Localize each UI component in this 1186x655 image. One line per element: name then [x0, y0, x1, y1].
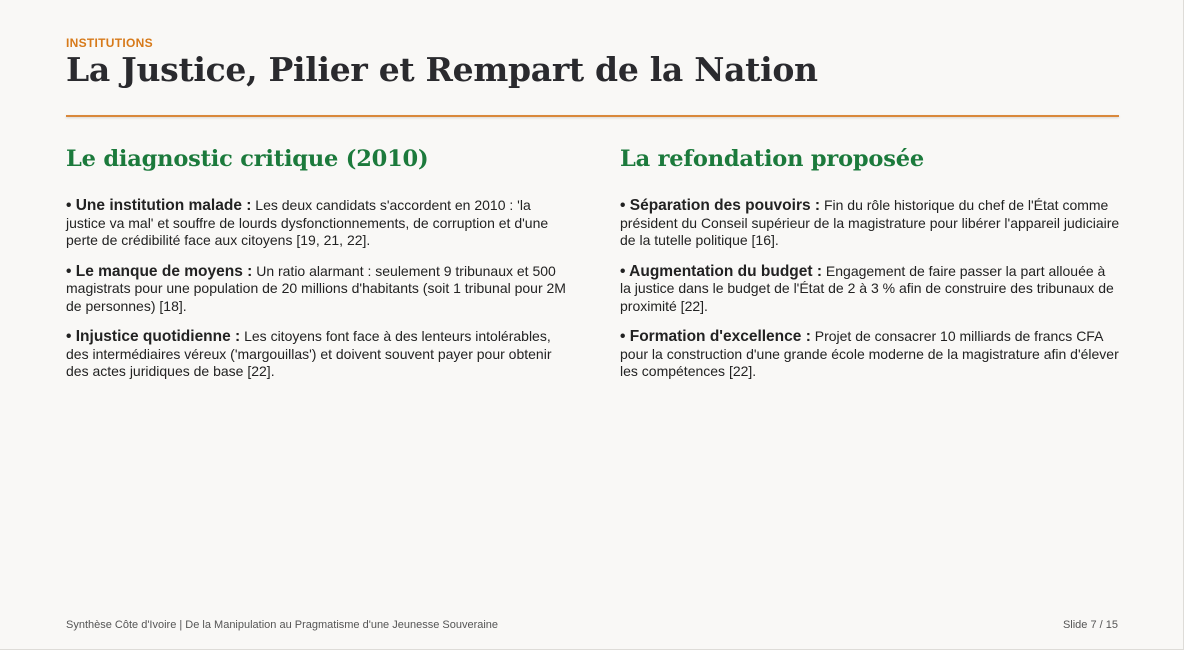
list-item [620, 263, 1120, 316]
item-text: Fin du rôle historique du chef de l'État comme président du Conseil supérieur de la magistrature pour libérer l'appareil judiciaire de la tutelle politique [16]. [620, 197, 1120, 248]
refondation-column [620, 146, 1120, 394]
item-text: Un ratio alarmant : seulement 9 tribunaux et 500 magistrats pour une population de 20 millions d'habitants (soit 1 tribunal pour 2M de personnes) [18]. [66, 262, 566, 314]
diagnostic-heading: Le diagnostic critique (2010) [66, 146, 429, 172]
refondation-heading: La refondation proposée [620, 146, 924, 172]
item-text: Engagement de faire passer la part allouée à la justice dans le budget de l'État de 2 à 3 % afin de construire des tribunaux de proximité [22]. [620, 262, 1114, 314]
item-lead: • Injustice quotidienne : [66, 328, 241, 345]
list-item [66, 328, 566, 381]
section-kicker: INSTITUTIONS [66, 36, 153, 50]
slide-number: Slide 7 / 15 [1062, 619, 1118, 631]
item-lead: • Une institution malade : [66, 197, 252, 214]
item-lead: • Séparation des pouvoirs : [620, 197, 821, 214]
item-lead: • Formation d'excellence : [620, 328, 811, 345]
list-item [620, 328, 1120, 381]
diagnostic-column [66, 146, 566, 394]
item-text: Les citoyens font face à des lenteurs intolérables, des intermédiaires véreux ('margouillas') et doivent souvent payer pour obtenir des actes juridiques de base [22]. [66, 328, 552, 379]
item-text: Projet de consacrer 10 milliards de francs CFA pour la construction d'une grande école moderne de la magistrature afin d'élever les compétences [22]. [620, 328, 1119, 379]
slide-title: La Justice, Pilier et Rempart de la Nation [66, 50, 818, 89]
item-lead: • Le manque de moyens : [66, 262, 253, 280]
list-item [620, 197, 1120, 250]
footer-caption: Synthèse Côte d'Ivoire | De la Manipulation au Pragmatisme d'une Jeunesse Souveraine [66, 619, 499, 631]
list-item [66, 197, 566, 250]
title-divider [66, 115, 1119, 117]
item-lead: • Augmentation du budget : [620, 262, 823, 280]
list-item [66, 263, 566, 316]
item-text: Les deux candidats s'accordent en 2010 : 'la justice va mal' et souffre de lourds dysfonctionnements, de corruption et d'une perte de crédibilité face aux citoyens [19, 21, 22]. [66, 197, 549, 248]
